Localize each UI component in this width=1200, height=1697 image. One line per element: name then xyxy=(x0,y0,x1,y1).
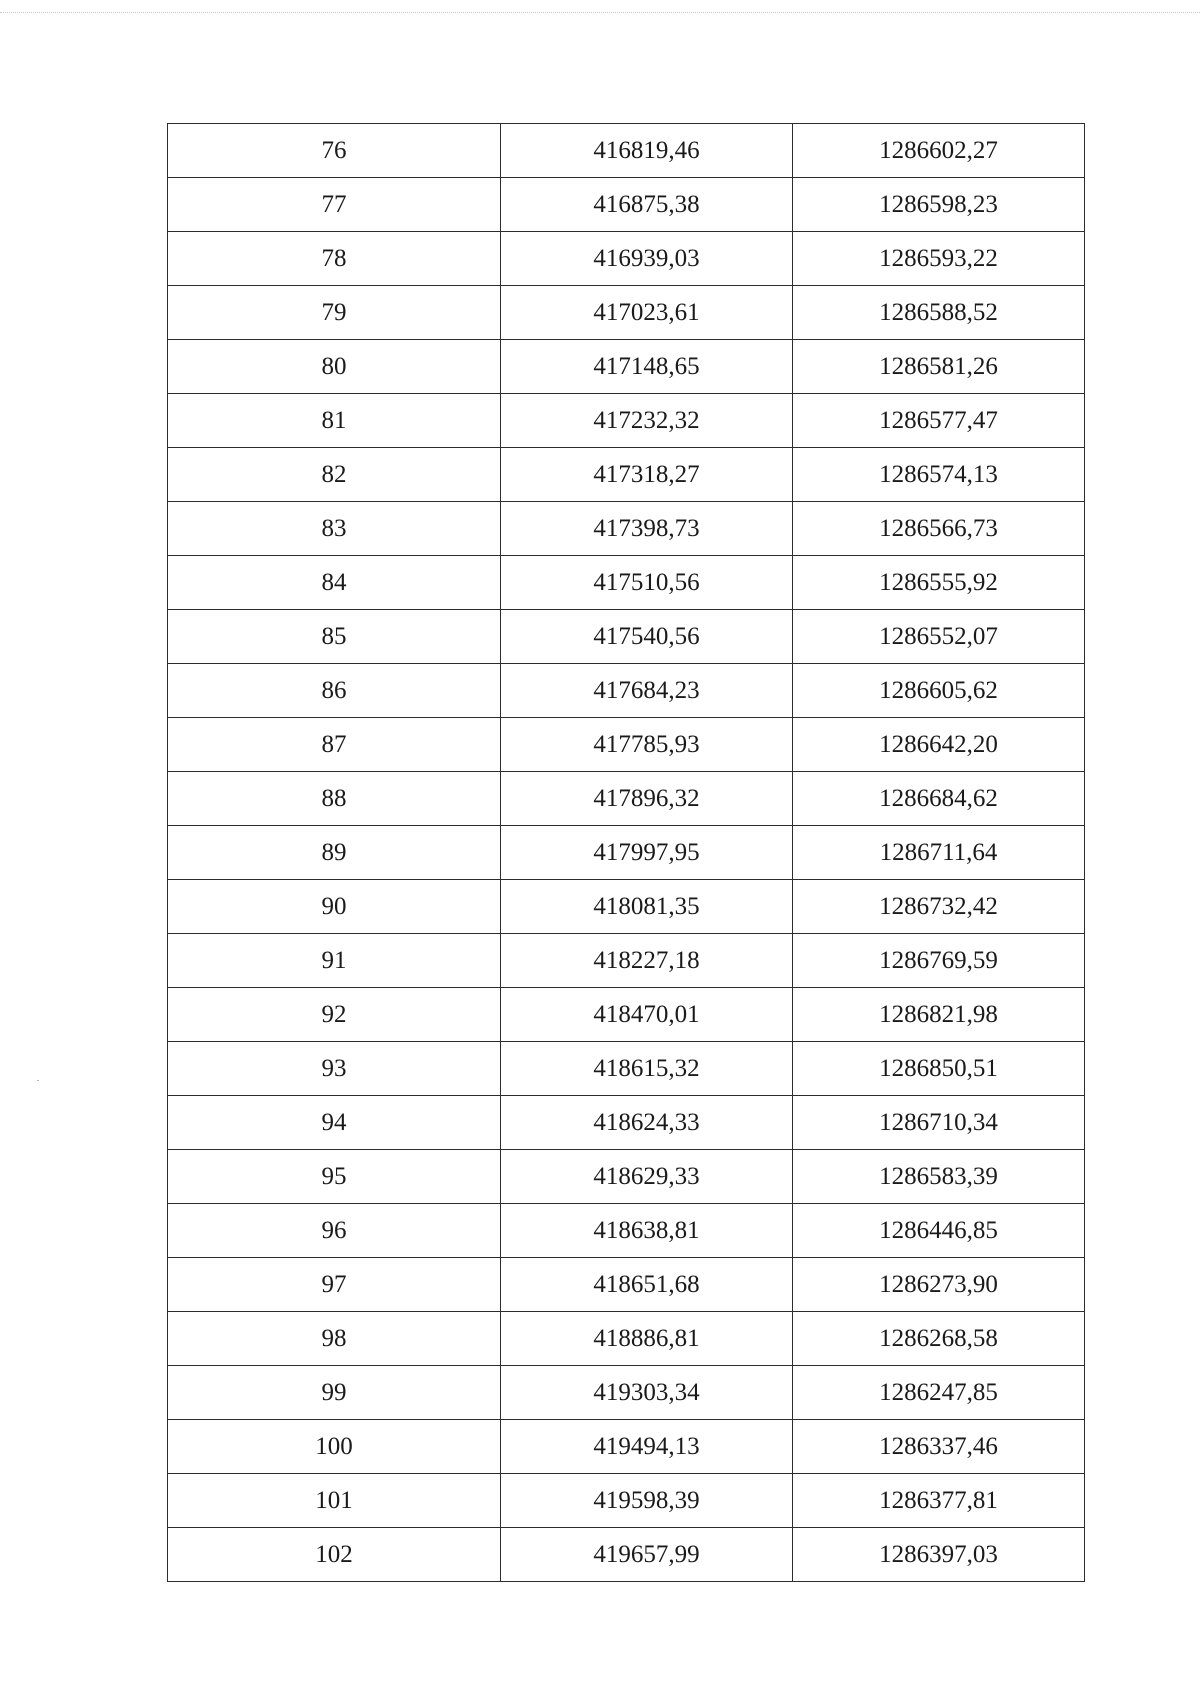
table-row xyxy=(168,988,1085,1042)
x-coordinate-cell: 417148,65 xyxy=(501,340,793,394)
point-number-cell: 94 xyxy=(168,1096,501,1150)
x-coordinate-cell: 419657,99 xyxy=(501,1528,793,1582)
point-number-cell: 95 xyxy=(168,1150,501,1204)
table-row xyxy=(168,124,1085,178)
table-row xyxy=(168,772,1085,826)
table-row xyxy=(168,1420,1085,1474)
x-coordinate-cell: 418615,32 xyxy=(501,1042,793,1096)
x-coordinate-cell: 418081,35 xyxy=(501,880,793,934)
table-row xyxy=(168,1150,1085,1204)
y-coordinate-cell: 1286552,07 xyxy=(793,610,1085,664)
table-row xyxy=(168,1366,1085,1420)
y-coordinate-cell: 1286377,81 xyxy=(793,1474,1085,1528)
y-coordinate-cell: 1286821,98 xyxy=(793,988,1085,1042)
table-row xyxy=(168,1312,1085,1366)
y-coordinate-cell: 1286588,52 xyxy=(793,286,1085,340)
point-number-cell: 83 xyxy=(168,502,501,556)
y-coordinate-cell: 1286268,58 xyxy=(793,1312,1085,1366)
y-coordinate-cell: 1286769,59 xyxy=(793,934,1085,988)
point-number-cell: 101 xyxy=(168,1474,501,1528)
y-coordinate-cell: 1286397,03 xyxy=(793,1528,1085,1582)
x-coordinate-cell: 417023,61 xyxy=(501,286,793,340)
table-row xyxy=(168,1096,1085,1150)
x-coordinate-cell: 417540,56 xyxy=(501,610,793,664)
point-number-cell: 102 xyxy=(168,1528,501,1582)
x-coordinate-cell: 419598,39 xyxy=(501,1474,793,1528)
y-coordinate-cell: 1286581,26 xyxy=(793,340,1085,394)
table-row xyxy=(168,610,1085,664)
x-coordinate-cell: 419494,13 xyxy=(501,1420,793,1474)
x-coordinate-cell: 418227,18 xyxy=(501,934,793,988)
point-number-cell: 77 xyxy=(168,178,501,232)
point-number-cell: 96 xyxy=(168,1204,501,1258)
point-number-cell: 79 xyxy=(168,286,501,340)
x-coordinate-cell: 417510,56 xyxy=(501,556,793,610)
table-row xyxy=(168,664,1085,718)
point-number-cell: 85 xyxy=(168,610,501,664)
y-coordinate-cell: 1286574,13 xyxy=(793,448,1085,502)
x-coordinate-cell: 417684,23 xyxy=(501,664,793,718)
table-row xyxy=(168,178,1085,232)
table-row xyxy=(168,826,1085,880)
table-row xyxy=(168,1474,1085,1528)
y-coordinate-cell: 1286593,22 xyxy=(793,232,1085,286)
x-coordinate-cell: 417785,93 xyxy=(501,718,793,772)
y-coordinate-cell: 1286598,23 xyxy=(793,178,1085,232)
y-coordinate-cell: 1286555,92 xyxy=(793,556,1085,610)
point-number-cell: 87 xyxy=(168,718,501,772)
y-coordinate-cell: 1286446,85 xyxy=(793,1204,1085,1258)
x-coordinate-cell: 417398,73 xyxy=(501,502,793,556)
point-number-cell: 86 xyxy=(168,664,501,718)
y-coordinate-cell: 1286566,73 xyxy=(793,502,1085,556)
point-number-cell: 88 xyxy=(168,772,501,826)
table-row xyxy=(168,880,1085,934)
table-row xyxy=(168,502,1085,556)
table-row xyxy=(168,340,1085,394)
y-coordinate-cell: 1286577,47 xyxy=(793,394,1085,448)
x-coordinate-cell: 416875,38 xyxy=(501,178,793,232)
table-row xyxy=(168,1528,1085,1582)
x-coordinate-cell: 418624,33 xyxy=(501,1096,793,1150)
y-coordinate-cell: 1286602,27 xyxy=(793,124,1085,178)
table-row xyxy=(168,448,1085,502)
y-coordinate-cell: 1286642,20 xyxy=(793,718,1085,772)
point-number-cell: 99 xyxy=(168,1366,501,1420)
point-number-cell: 89 xyxy=(168,826,501,880)
point-number-cell: 82 xyxy=(168,448,501,502)
table-row xyxy=(168,718,1085,772)
scan-speck xyxy=(37,1080,39,1081)
table-row xyxy=(168,934,1085,988)
x-coordinate-cell: 416819,46 xyxy=(501,124,793,178)
x-coordinate-cell: 418886,81 xyxy=(501,1312,793,1366)
point-number-cell: 92 xyxy=(168,988,501,1042)
table-row xyxy=(168,286,1085,340)
point-number-cell: 76 xyxy=(168,124,501,178)
y-coordinate-cell: 1286711,64 xyxy=(793,826,1085,880)
x-coordinate-cell: 417232,32 xyxy=(501,394,793,448)
x-coordinate-cell: 417997,95 xyxy=(501,826,793,880)
coordinates-table xyxy=(167,123,1085,1582)
coordinates-table-body xyxy=(168,124,1085,1582)
y-coordinate-cell: 1286247,85 xyxy=(793,1366,1085,1420)
x-coordinate-cell: 418629,33 xyxy=(501,1150,793,1204)
x-coordinate-cell: 418651,68 xyxy=(501,1258,793,1312)
table-row xyxy=(168,1042,1085,1096)
x-coordinate-cell: 416939,03 xyxy=(501,232,793,286)
y-coordinate-cell: 1286605,62 xyxy=(793,664,1085,718)
point-number-cell: 93 xyxy=(168,1042,501,1096)
x-coordinate-cell: 419303,34 xyxy=(501,1366,793,1420)
y-coordinate-cell: 1286684,62 xyxy=(793,772,1085,826)
point-number-cell: 80 xyxy=(168,340,501,394)
x-coordinate-cell: 417896,32 xyxy=(501,772,793,826)
point-number-cell: 78 xyxy=(168,232,501,286)
point-number-cell: 84 xyxy=(168,556,501,610)
point-number-cell: 97 xyxy=(168,1258,501,1312)
y-coordinate-cell: 1286337,46 xyxy=(793,1420,1085,1474)
y-coordinate-cell: 1286273,90 xyxy=(793,1258,1085,1312)
point-number-cell: 90 xyxy=(168,880,501,934)
table-row xyxy=(168,556,1085,610)
y-coordinate-cell: 1286583,39 xyxy=(793,1150,1085,1204)
table-row xyxy=(168,1204,1085,1258)
point-number-cell: 91 xyxy=(168,934,501,988)
point-number-cell: 100 xyxy=(168,1420,501,1474)
y-coordinate-cell: 1286732,42 xyxy=(793,880,1085,934)
page-top-rule xyxy=(0,12,1200,13)
x-coordinate-cell: 418638,81 xyxy=(501,1204,793,1258)
y-coordinate-cell: 1286710,34 xyxy=(793,1096,1085,1150)
table-row xyxy=(168,1258,1085,1312)
y-coordinate-cell: 1286850,51 xyxy=(793,1042,1085,1096)
table-row xyxy=(168,394,1085,448)
point-number-cell: 98 xyxy=(168,1312,501,1366)
table-row xyxy=(168,232,1085,286)
point-number-cell: 81 xyxy=(168,394,501,448)
x-coordinate-cell: 418470,01 xyxy=(501,988,793,1042)
x-coordinate-cell: 417318,27 xyxy=(501,448,793,502)
